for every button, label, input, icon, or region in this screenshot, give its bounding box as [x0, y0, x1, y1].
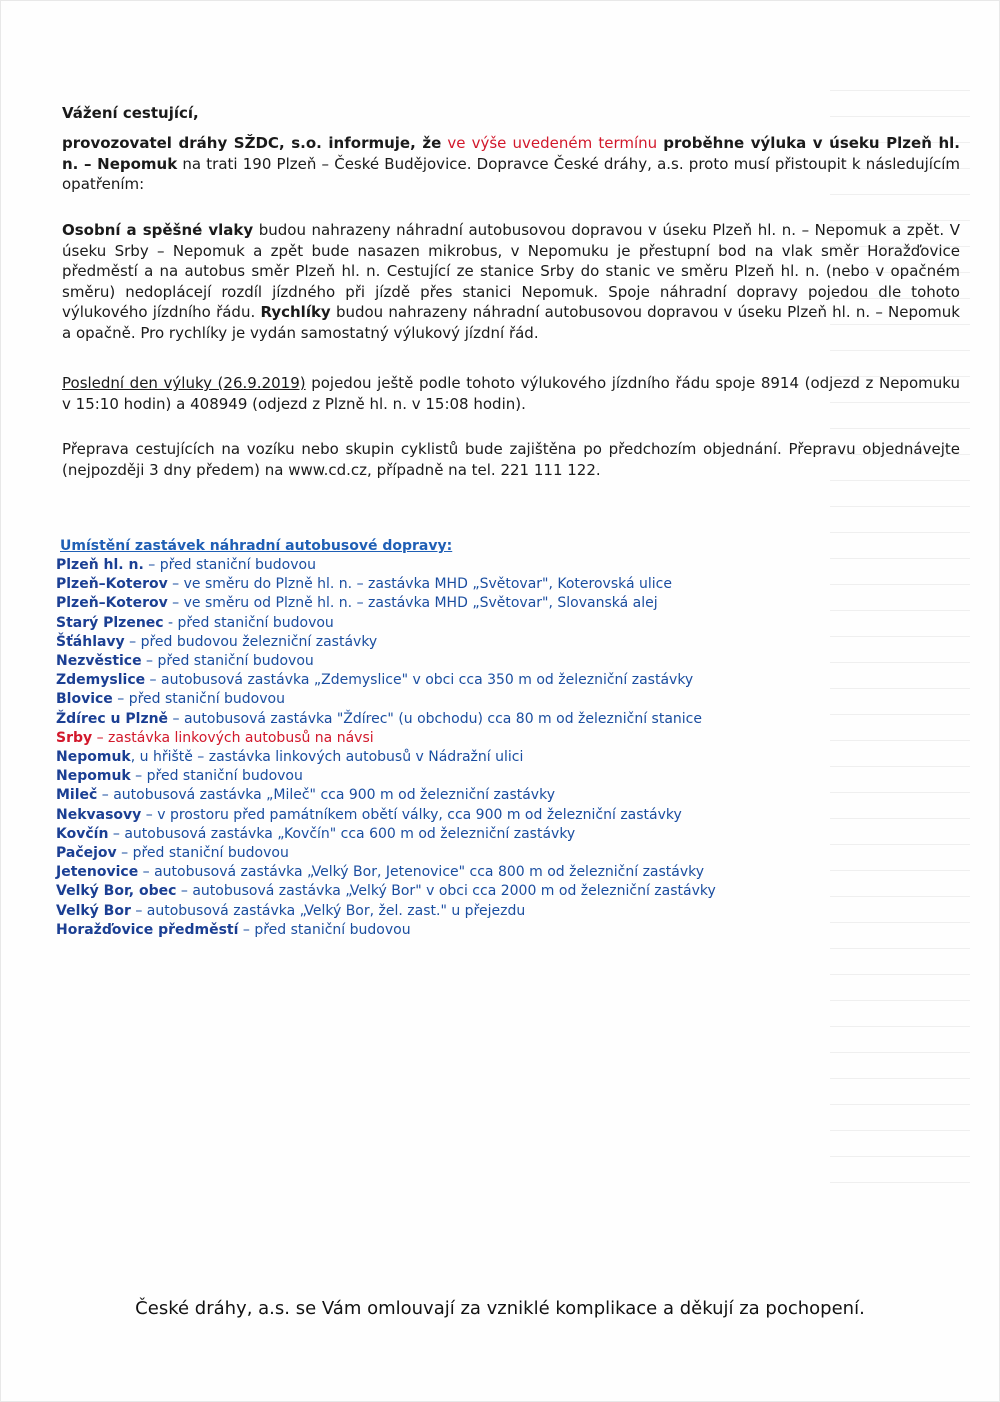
- stop-name: Plzeň–Koterov: [56, 595, 168, 612]
- stop-item: [56, 594, 756, 613]
- footer-apology: České dráhy, a.s. se Vám omlouvají za vzniklé komplikace a děkují za pochopení.: [135, 1298, 865, 1319]
- replacement-lead: Osobní a spěšné vlaky: [62, 221, 254, 239]
- stop-item: [56, 921, 756, 940]
- stop-description: – autobusová zastávka „Zdemyslice" v obci cca 350 m od železniční zastávky: [145, 672, 694, 689]
- stop-item: [56, 748, 756, 767]
- replacement-paragraph: [62, 220, 960, 343]
- stop-description: – před staniční budovou: [130, 768, 303, 785]
- stop-name: Ždírec u Plzně: [56, 710, 169, 727]
- stop-item: [56, 633, 756, 652]
- stop-description: – autobusová zastávka „Mileč" cca 900 m od železniční zastávky: [97, 787, 555, 804]
- stop-item: [56, 767, 756, 786]
- stop-description: – autobusová zastávka „Kovčín" cca 600 m od železniční zastávky: [108, 825, 576, 842]
- stops-heading: Umístění zastávek náhradní autobusové dopravy:: [60, 538, 453, 554]
- stop-item: [56, 844, 756, 863]
- stops-container: [56, 556, 756, 940]
- replacement-text1: budou nahrazeny náhradní autobusovou dopravou v úseku Plzeň hl. n. – Nepomuk a zpět. V úseku Srby – Nepomuk a zpět bude nasazen mikrobus, v Nepomuku je přestupní bod na vlak směr Horažďovice předměstí a na autobus směr Plzeň hl. n. Cestující ze stanice Srby do stanic ve směru Plzeň hl. n. (nebo v opačném směru) nedoplácejí rozdíl jízdného při jízdě přes stanici Nepomuk. Spoje náhradní dopravy pojedou dle tohoto výlukového jízdního řádu.: [62, 221, 961, 321]
- stop-item: [56, 710, 756, 729]
- stop-item: [56, 863, 756, 882]
- stop-description: – před staniční budovou: [143, 557, 316, 573]
- stop-name: Velký Bor: [56, 902, 131, 919]
- stop-description: - před staniční budovou: [163, 614, 334, 631]
- stop-description: – autobusová zastávka „Velký Bor, žel. zast." u přejezdu: [130, 902, 526, 919]
- stop-description: – zastávka linkových autobusů na návsi: [92, 729, 374, 746]
- stop-name: Nekvasovy: [56, 806, 142, 823]
- stop-description: – autobusová zastávka „Velký Bor, Jetenovice" cca 800 m od železniční zastávky: [138, 864, 705, 881]
- stop-description: – před staniční budovou: [141, 653, 314, 670]
- stop-name: Blovice: [56, 691, 113, 708]
- last-day-date: Poslední den výluky (26.9.2019): [62, 374, 306, 392]
- stop-item: [56, 806, 756, 825]
- last-day-text: pojedou ještě podle tohoto výlukového jízdního řádu spoje 8914 (odjezd z Nepomuku v 15:10 hodin) a 408949 (odjezd z Plzně hl. n. v 15:08 hodin).: [62, 374, 960, 413]
- replacement-lead2: Rychlíky: [260, 303, 331, 321]
- stop-name: Starý Plzenec: [56, 614, 164, 631]
- last-day-paragraph: [62, 373, 960, 414]
- intro-part1: provozovatel dráhy SŽDC, s.o. informuje, že: [62, 134, 442, 152]
- greeting: Vážení cestující,: [62, 104, 199, 122]
- stop-name: Mileč: [56, 787, 98, 804]
- stop-name: Kovčín: [56, 825, 109, 842]
- stop-name: Pačejov: [56, 845, 117, 862]
- intro-paragraph: [62, 133, 960, 195]
- stop-name: Jetenovice: [56, 864, 139, 881]
- stop-name: Plzeň hl. n.: [56, 557, 144, 573]
- stop-item: [56, 575, 756, 594]
- stops-list: [56, 536, 756, 940]
- stop-description: – před staniční budovou: [112, 691, 285, 708]
- stop-description: – autobusová zastávka "Ždírec" (u obchodu) cca 80 m od železniční stanice: [168, 710, 702, 727]
- stop-item: [56, 690, 756, 709]
- stop-item: [56, 652, 756, 671]
- stop-description: – před staniční budovou: [238, 921, 411, 938]
- stop-description: – autobusová zastávka „Velký Bor" v obci cca 2000 m od železniční zastávky: [176, 883, 716, 900]
- stop-description: – před budovou železniční zastávky: [124, 633, 378, 650]
- stop-name: Nepomuk: [56, 749, 131, 766]
- stop-name: Zdemyslice: [56, 672, 146, 689]
- stop-name: Horažďovice předměstí: [56, 921, 239, 938]
- stop-description: – ve směru do Plzně hl. n. – zastávka MHD „Světovar", Koterovská ulice: [167, 576, 672, 593]
- stop-name: Srby: [56, 729, 93, 746]
- stop-item: [56, 902, 756, 921]
- stop-item: [56, 882, 756, 901]
- intro-part2: proběhne výluka v úseku Plzeň hl. n. – Nepomuk: [62, 134, 960, 173]
- stop-item: [56, 614, 756, 633]
- replacement-text2: budou nahrazeny náhradní autobusovou dopravou v úseku Plzeň hl. n. – Nepomuk a opačně. Pro rychlíky je vydán samostatný výlukový jízdní řád.: [62, 303, 960, 342]
- stop-name: Velký Bor, obec: [56, 883, 177, 900]
- intro-highlight: ve výše uvedeném termínu: [447, 134, 658, 152]
- intro-part3: na trati 190 Plzeň – České Budějovice. Dopravce České dráhy, a.s. proto musí přistoupit k následujícím opatřením:: [62, 154, 960, 193]
- stop-description: – před staniční budovou: [116, 845, 289, 862]
- stop-description: , u hřiště – zastávka linkových autobusů v Nádražní ulici: [130, 749, 524, 766]
- stop-item: [56, 556, 756, 575]
- stop-name: Plzeň–Koterov: [56, 576, 168, 593]
- transport-note: Přeprava cestujících na vozíku nebo skupin cyklistů bude zajištěna po předchozím objednání. Přepravu objednávejte (nejpozději 3 dny předem) na www.cd.cz, případně na tel. 221 111 122.: [62, 440, 960, 479]
- stop-description: – v prostoru před památníkem obětí války, cca 900 m od železniční zastávky: [141, 806, 682, 823]
- stop-name: Nezvěstice: [56, 653, 142, 670]
- stop-description: – ve směru od Plzně hl. n. – zastávka MHD „Světovar", Slovanská alej: [167, 595, 658, 612]
- stop-name: Nepomuk: [56, 768, 131, 785]
- stop-item: [56, 786, 756, 805]
- stop-name: Šťáhlavy: [56, 633, 125, 650]
- stop-item: [56, 671, 756, 690]
- stop-item: [56, 729, 756, 748]
- stop-item: [56, 825, 756, 844]
